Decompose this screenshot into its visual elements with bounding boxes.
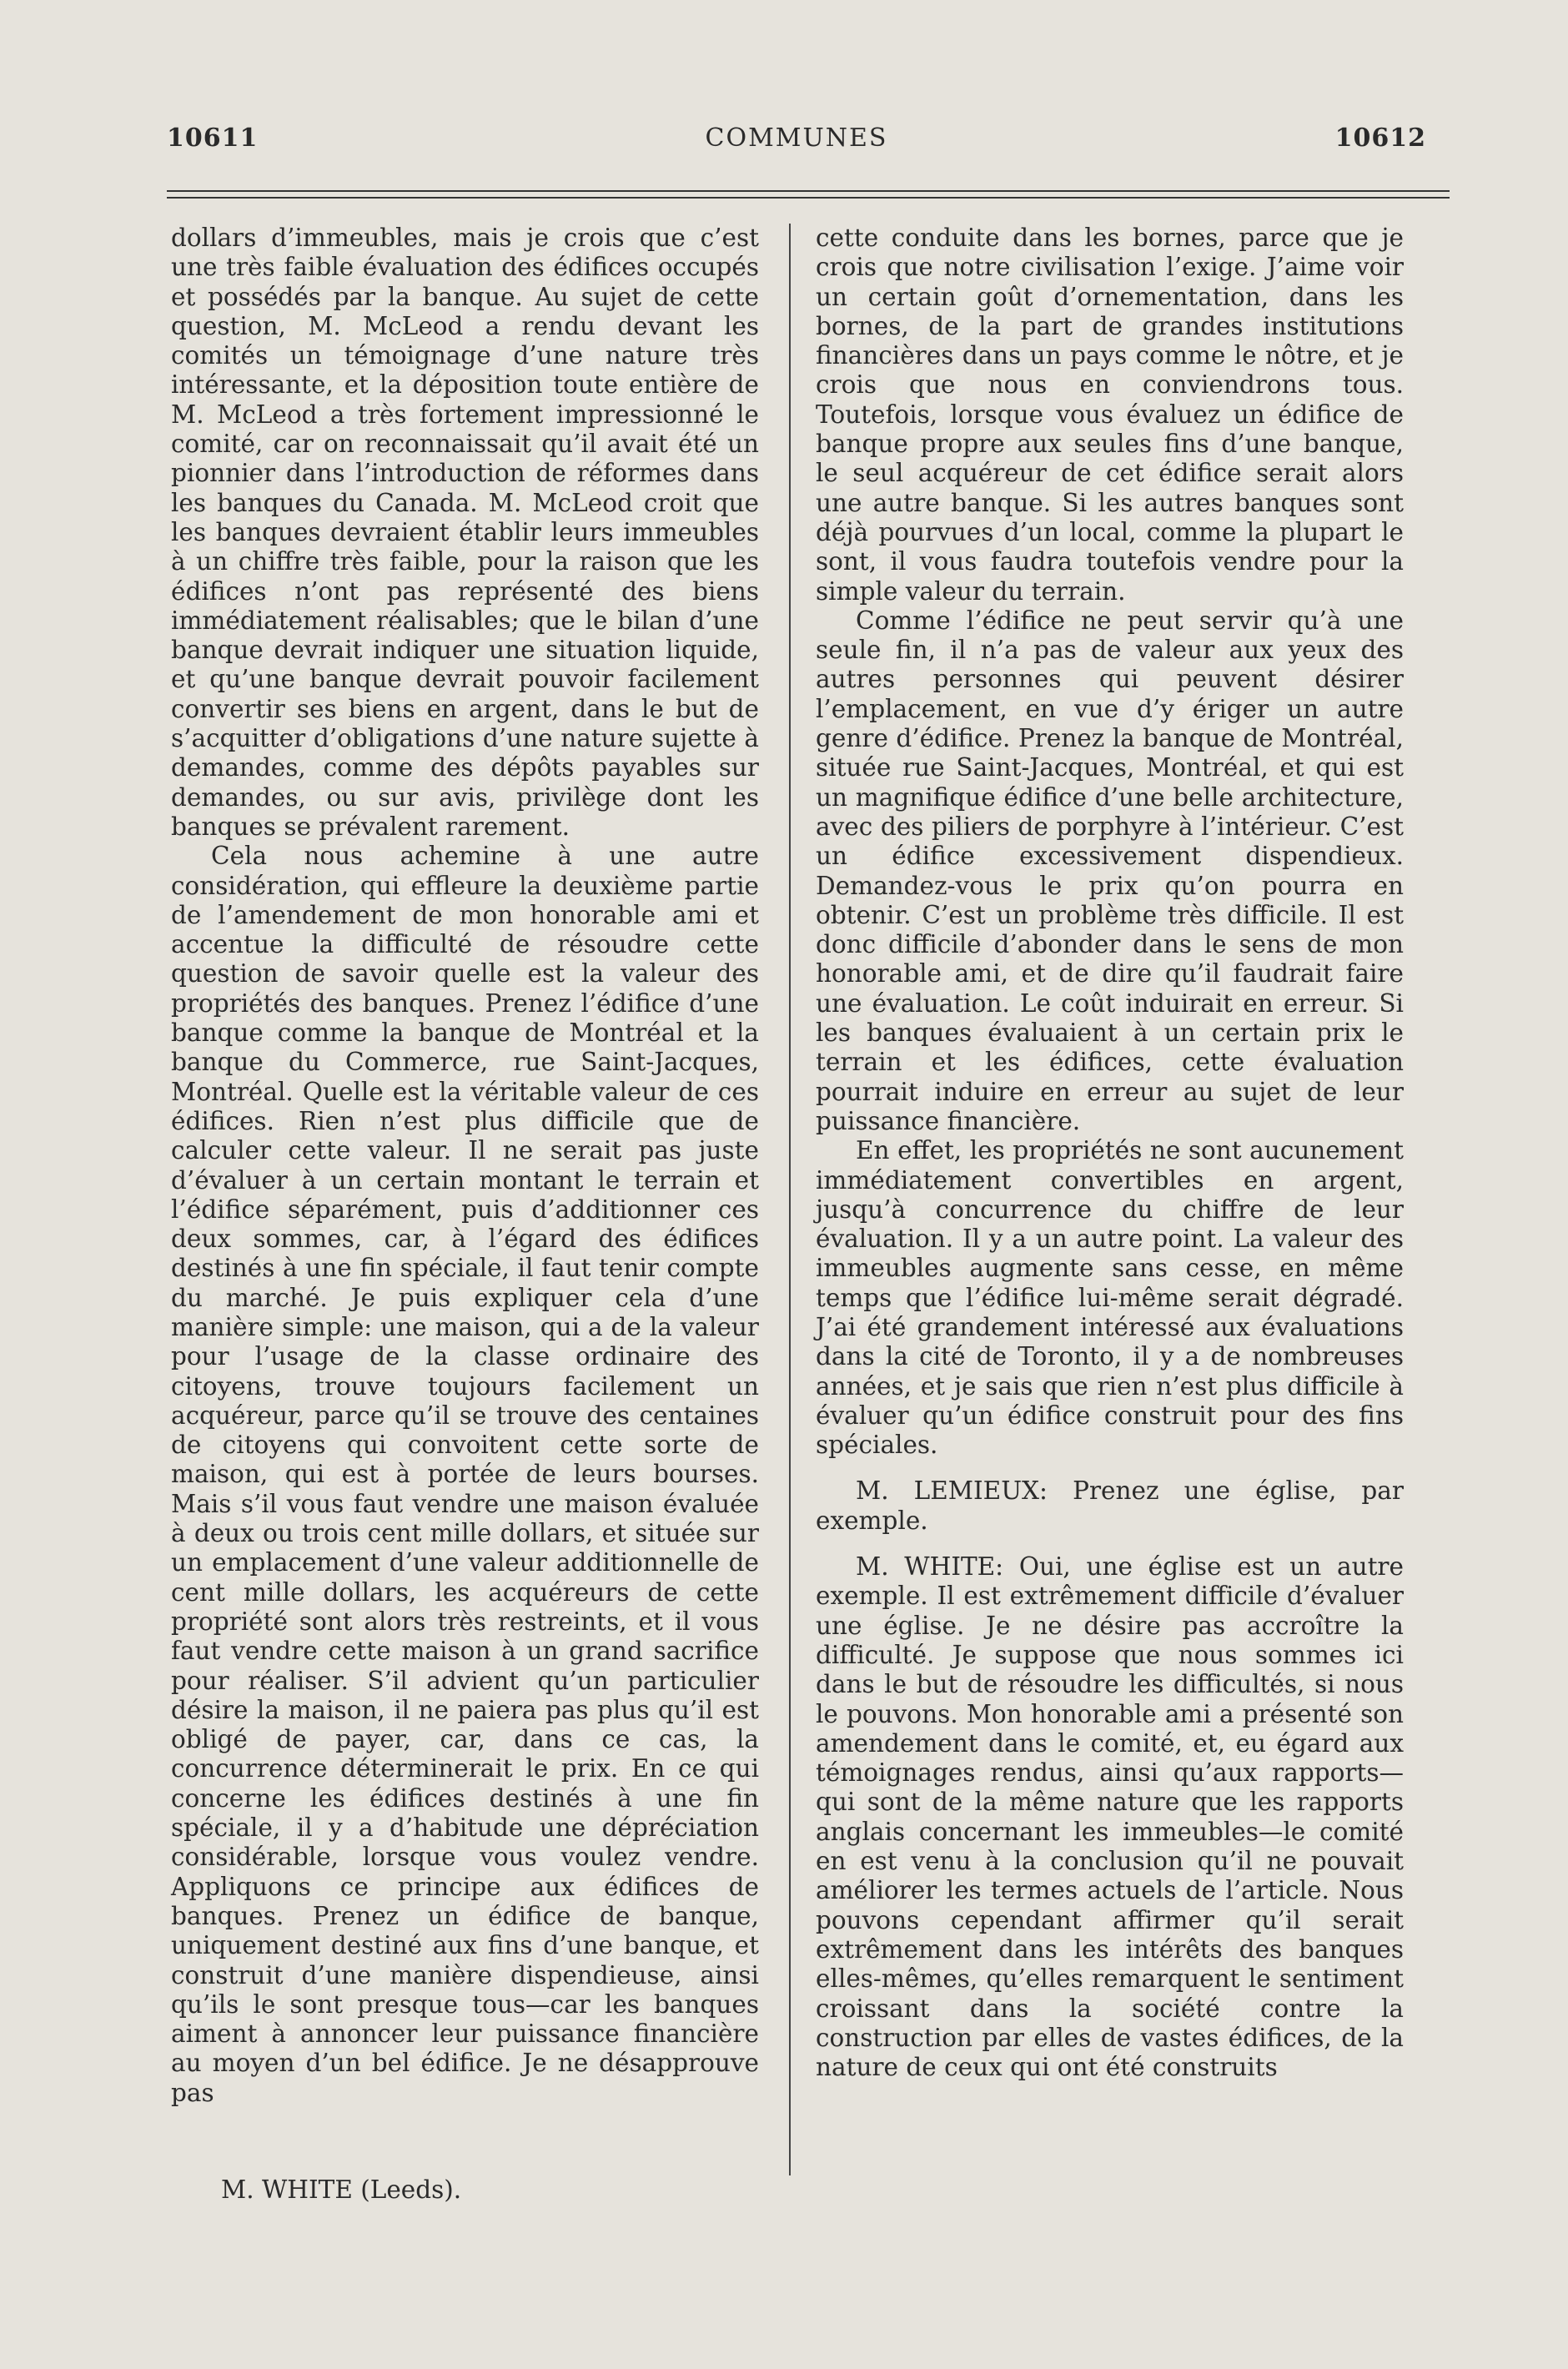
paragraph: Comme l’édifice ne peut servir qu’à une seule fin, il n’a pas de valeur aux yeux des autres personnes qui peuvent désirer l’emplacement, en vue d’y ériger un autre genre d’édifice. Prenez la banque de Montréal, située rue Saint-Jacques, Montréal, et qui est un magnifique édifice d’une belle architecture, avec des piliers de porphyre à l’intérieur. C’est un édifice excessivement dispendieux. Demandez-vous le prix qu’on pourra en obtenir. C’est un problème très difficile. Il est donc difficile d’abonder dans le sens de mon honorable ami, et de dire qu’il faudrait faire une évaluation. Le coût induirait en erreur. Si les banques évaluaient à un certain prix le terrain et les édifices, cette évaluation pourrait induire en erreur au sujet de leur puissance financière.: [816, 606, 1404, 1135]
paragraph: cette conduite dans les bornes, parce que je crois que notre civilisation l’exige. J’aime voir un certain goût d’ornementation, dans les bornes, de la part de grandes institutions financières dans un pays comme le nôtre, et je crois que nous en conviendrons tous. Toutefois, lorsque vous évaluez un édifice de banque propre aux seules fins d’une banque, le seul acquéreur de cet édifice serait alors une autre banque. Si les autres banques sont déjà pourvues d’un local, comme la plupart le sont, il vous faudra toutefois vendre pour la simple valeur du terrain.: [816, 224, 1404, 606]
speaker-paragraph: M. WHITE: Oui, une église est un autre exemple. Il est extrêmement difficile d’évaluer une église. Je ne désire pas accroître la difficulté. Je suppose que nous sommes ici dans le but de résoudre les difficultés, si nous le pouvons. Mon honorable ami a présenté son amendement dans le comité, et, eu égard aux témoignages rendus, ainsi qu’aux rapports—qui sont de la même nature que les rapports anglais concernant les immeubles—le comité en est venu à la conclusion qu’il ne pouvait améliorer les termes actuels de l’article. Nous pouvons cependant affirmer qu’il serait extrêmement dans les intérêts des banques elles-mêmes, qu’elles remarquent le sentiment croissant dans la société contre la construction par elles de vastes édifices, de la nature de ceux qui ont été construits: [816, 1552, 1404, 2082]
spacer: [816, 1460, 1404, 1476]
spacer: [816, 1536, 1404, 1552]
left-page-number: 10611: [167, 123, 259, 153]
right-column: [816, 224, 1404, 2082]
paragraph: En effet, les propriétés ne sont aucunement immédiatement convertibles en argent, jusqu’à concurrence du chiffre de leur évaluation. Il y a un autre point. La valeur des immeubles augmente sans cesse, en même temps que l’édifice lui-même serait dégradé. J’ai été grandement intéressé aux évaluations dans la cité de Toronto, il y a de nombreuses années, et je sais que rien n’est plus difficile à évaluer qu’un édifice construit pour des fins spéciales.: [816, 1136, 1404, 1460]
page-header: [167, 123, 1426, 174]
right-page-number: 10612: [1334, 123, 1426, 153]
header-rule: [167, 190, 1450, 192]
column-divider: [789, 224, 791, 2175]
running-title: COMMUNES: [705, 123, 888, 153]
page-footer: M. WHITE (Leeds).: [221, 2175, 462, 2204]
speaker-paragraph: M. LEMIEUX: Prenez une église, par exemple.: [816, 1476, 1404, 1535]
paragraph: dollars d’immeubles, mais je crois que c’est une très faible évaluation des édifices occupés et possédés par la banque. Au sujet de cette question, M. McLeod a rendu devant les comités un témoignage d’une nature très intéressante, et la déposition toute entière de M. McLeod a très fortement impressionné le comité, car on reconnaissait qu’il avait été un pionnier dans l’introduction de réformes dans les banques du Canada. M. McLeod croit que les banques devraient établir leurs immeubles à un chiffre très faible, pour la raison que les édifices n’ont pas représenté des biens immédiatement réalisables; que le bilan d’une banque devrait indiquer une situation liquide, et qu’une banque devrait pouvoir facilement convertir ses biens en argent, dans le but de s’acquitter d’obligations d’une nature sujette à demandes, comme des dépôts payables sur demandes, ou sur avis, privilège dont les banques se prévalent rarement.: [171, 224, 759, 841]
paragraph: Cela nous achemine à une autre considération, qui effleure la deuxième partie de l’amendement de mon honorable ami et accentue la difficulté de résoudre cette question de savoir quelle est la valeur des propriétés des banques. Prenez l’édifice d’une banque comme la banque de Montréal et la banque du Commerce, rue Saint-Jacques, Montréal. Quelle est la véritable valeur de ces édifices. Rien n’est plus difficile que de calculer cette valeur. Il ne serait pas juste d’évaluer à un certain montant le terrain et l’édifice séparément, puis d’additionner ces deux sommes, car, à l’égard des édifices destinés à une fin spéciale, il faut tenir compte du marché. Je puis expliquer cela d’une manière simple: une maison, qui a de la valeur pour l’usage de la classe ordinaire des citoyens, trouve toujours facilement un acquéreur, parce qu’il se trouve des centaines de citoyens qui convoitent cette sorte de maison, qui est à portée de leurs bourses. Mais s’il vous faut vendre une maison évaluée à deux ou trois cent mille dollars, et située sur un emplacement d’une valeur additionnelle de cent mille dollars, les acquéreurs de cette propriété sont alors très restreints, et il vous faut vendre cette maison à un grand sacrifice pour réaliser. S’il advient qu’un particulier désire la maison, il ne paiera pas plus qu’il est obligé de payer, car, dans ce cas, la concurrence déterminerait le prix. En ce qui concerne les édifices destinés à une fin spéciale, il y a d’habitude une dépréciation considérable, lorsque vous voulez vendre. Appliquons ce principe aux édifices de banques. Prenez un édifice de banque, uniquement destiné aux fins d’une banque, et construit d’une manière dispendieuse, ainsi qu’ils le sont presque tous—car les banques aiment à annoncer leur puissance financière au moyen d’un bel édifice. Je ne désapprouve pas: [171, 842, 759, 2107]
header-rule: [167, 197, 1450, 199]
left-column: [171, 224, 759, 2108]
